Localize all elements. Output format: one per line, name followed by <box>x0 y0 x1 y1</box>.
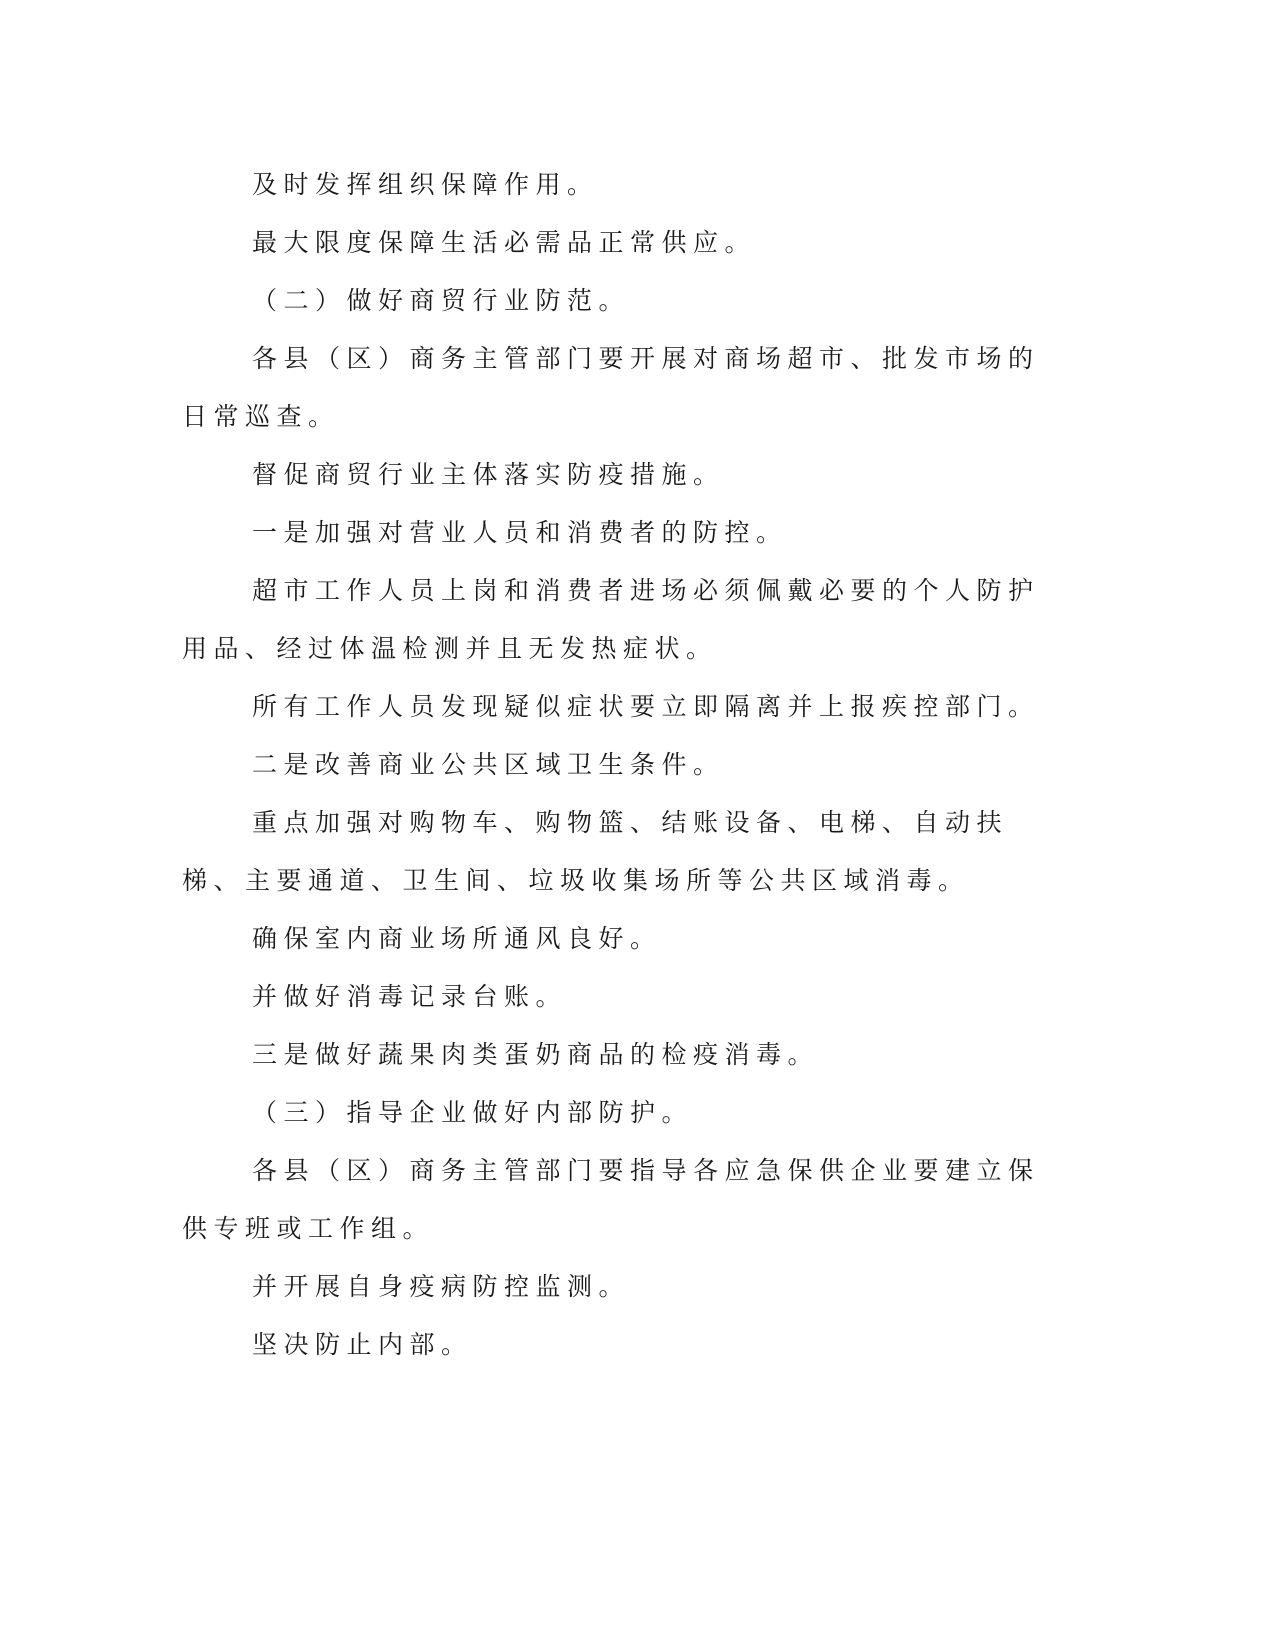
paragraph: 最大限度保障生活必需品正常供应。 <box>252 228 757 257</box>
paragraph: 并做好消毒记录台账。 <box>252 982 568 1011</box>
paragraph: 三是做好蔬果肉类蛋奶商品的检疫消毒。 <box>252 1040 820 1069</box>
paragraph: 各县（区）商务主管部门要指导各应急保供企业要建立保供专班或工作组。 <box>182 1156 1040 1243</box>
paragraph: 二是改善商业公共区域卫生条件。 <box>252 750 725 779</box>
paragraph: 超市工作人员上岗和消费者进场必须佩戴必要的个人防护用品、经过体温检测并且无发热症状。 <box>182 576 1040 663</box>
paragraph: 及时发挥组织保障作用。 <box>252 170 599 199</box>
paragraph: 重点加强对购物车、购物篮、结账设备、电梯、自动扶梯、主要通道、卫生间、垃圾收集场所等公共区域消毒。 <box>182 808 1009 895</box>
paragraph: 督促商贸行业主体落实防疫措施。 <box>252 460 725 489</box>
paragraph: 一是加强对营业人员和消费者的防控。 <box>252 518 788 547</box>
section-heading: （三）指导企业做好内部防护。 <box>252 1098 694 1127</box>
section-heading: （二）做好商贸行业防范。 <box>252 286 631 315</box>
paragraph: 各县（区）商务主管部门要开展对商场超市、批发市场的日常巡查。 <box>182 344 1040 431</box>
paragraph: 所有工作人员发现疑似症状要立即隔离并上报疾控部门。 <box>252 692 1040 721</box>
document-body <box>182 156 1042 1374</box>
paragraph: 确保室内商业场所通风良好。 <box>252 924 662 953</box>
paragraph: 坚决防止内部。 <box>252 1330 473 1359</box>
paragraph: 并开展自身疫病防控监测。 <box>252 1272 631 1301</box>
